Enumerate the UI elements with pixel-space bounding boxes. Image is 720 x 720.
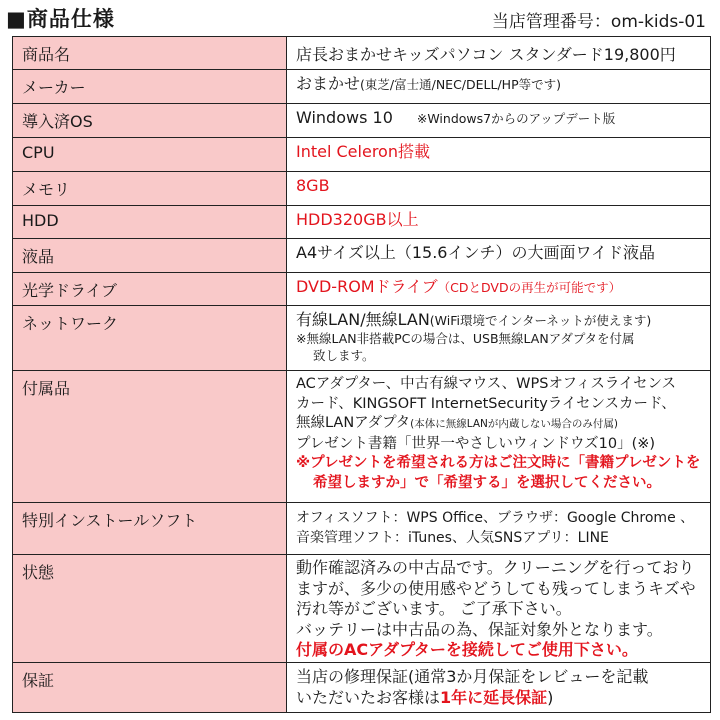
value-network: [287, 306, 711, 371]
label-software: 特別インストールソフト: [13, 503, 287, 555]
value-maker: [287, 70, 711, 104]
label-hdd: HDD: [13, 206, 287, 239]
table-row-name: [13, 37, 711, 70]
value-warranty: [287, 663, 711, 713]
table-row-memory: [13, 172, 711, 206]
optical-note: （CDとDVDの再生が可能です）: [437, 280, 622, 295]
condition-line-4: バッテリーは中古品の為、保証対象外となります。: [296, 619, 663, 639]
accessories-line-1: ACアダプター、中古有線マウス、WPSオフィスライセンス: [296, 376, 677, 392]
network-line-3: 致します。: [313, 348, 375, 363]
accessories-adapter: 無線LANアダプタ: [296, 415, 411, 431]
table-row-warranty: [13, 663, 711, 713]
accessories-line-4: プレゼント書籍「世界一やさしいウィンドウズ10」(※): [296, 435, 656, 452]
table-row-optical: [13, 273, 711, 306]
software-line-1: オフィスソフト：WPS Office、ブラウザ：Google Chrome 、: [296, 510, 695, 526]
table-row-os: [13, 104, 711, 138]
label-optical: 光学ドライブ: [13, 273, 287, 306]
maker-note: (東芝/富士通/NEC/DELL/HP等です): [360, 77, 561, 92]
label-name: 商品名: [13, 37, 287, 70]
condition-line-2: ますが、多少の使用感やどうしても残ってしまうキズや: [296, 578, 696, 598]
accessories-line-2: カード、KINGSOFT InternetSecurityライセンスカード、: [296, 395, 676, 412]
value-os: [287, 104, 711, 138]
table-row-software: [13, 503, 711, 555]
network-line-1: [296, 309, 710, 330]
warranty-close: ): [547, 688, 554, 707]
accessories-adapter-note: (本体に無線LANが内蔵しない場合のみ付属): [410, 418, 618, 430]
os-main: Windows 10: [296, 108, 393, 127]
label-accessories: 付属品: [13, 371, 287, 503]
maker-main: おまかせ: [296, 74, 361, 93]
accessories-line-5: ※プレゼントを希望される方はご注文時に「書籍プレゼントを: [296, 455, 701, 471]
condition-line-3: 汚れ等がございます。 ご了承下さい。: [296, 599, 572, 618]
warranty-extension: 1年に延長保証: [440, 688, 548, 707]
value-memory: 8GB: [287, 172, 711, 206]
label-memory: メモリ: [13, 172, 287, 206]
value-hdd: HDD320GB以上: [287, 206, 711, 239]
label-network: ネットワーク: [13, 306, 287, 371]
section-title: ■商品仕様: [6, 7, 115, 31]
value-accessories: [287, 371, 711, 503]
warranty-line-2: [296, 687, 710, 708]
network-line-2: ※無線LAN非搭載PCの場合は、USB無線LANアダプタを付属: [296, 331, 635, 346]
value-software: [287, 503, 711, 555]
label-lcd: 液晶: [13, 239, 287, 273]
value-optical: [287, 273, 711, 306]
label-cpu: CPU: [13, 138, 287, 172]
condition-line-5: 付属のACアダプターを接続してご使用下さい。: [296, 640, 638, 659]
network-note: (WiFi環境でインターネットが使えます): [429, 313, 652, 328]
value-condition: [287, 555, 711, 663]
table-row-cpu: [13, 138, 711, 172]
table-row-accessories: [13, 371, 711, 503]
network-main: 有線LAN/無線LAN: [296, 310, 430, 329]
table-row-network: [13, 306, 711, 371]
table-row-hdd: [13, 206, 711, 239]
warranty-text: いただいたお客様は: [296, 688, 441, 707]
software-line-2: 音楽管理ソフト：iTunes、人気SNSアプリ：LINE: [296, 530, 609, 546]
warranty-line-1: 当店の修理保証(通常3か月保証をレビューを記載: [296, 667, 649, 686]
table-row-condition: [13, 555, 711, 663]
value-name: 店長おまかせキッズパソコン スタンダード19,800円: [287, 37, 711, 70]
label-warranty: 保証: [13, 663, 287, 713]
accessories-line-3: [296, 414, 710, 435]
condition-line-1: 動作確認済みの中古品です。クリーニングを行っており: [296, 558, 695, 577]
label-maker: メーカー: [13, 70, 287, 104]
label-condition: 状態: [13, 555, 287, 663]
optical-main: DVD-ROMドライブ: [296, 277, 438, 296]
value-lcd: A4サイズ以上（15.6インチ）の大画面ワイド液晶: [287, 239, 711, 273]
os-note: ※Windows7からのアップデート版: [416, 111, 616, 126]
spec-table: [12, 36, 711, 713]
store-code: 当店管理番号：om-kids-01: [491, 12, 706, 32]
value-cpu: Intel Celeron搭載: [287, 138, 711, 172]
table-row-lcd: [13, 239, 711, 273]
accessories-line-6: 希望しますか」で「希望する」を選択してください。: [313, 474, 661, 491]
header: [0, 0, 720, 36]
table-row-maker: [13, 70, 711, 104]
label-os: 導入済OS: [13, 104, 287, 138]
